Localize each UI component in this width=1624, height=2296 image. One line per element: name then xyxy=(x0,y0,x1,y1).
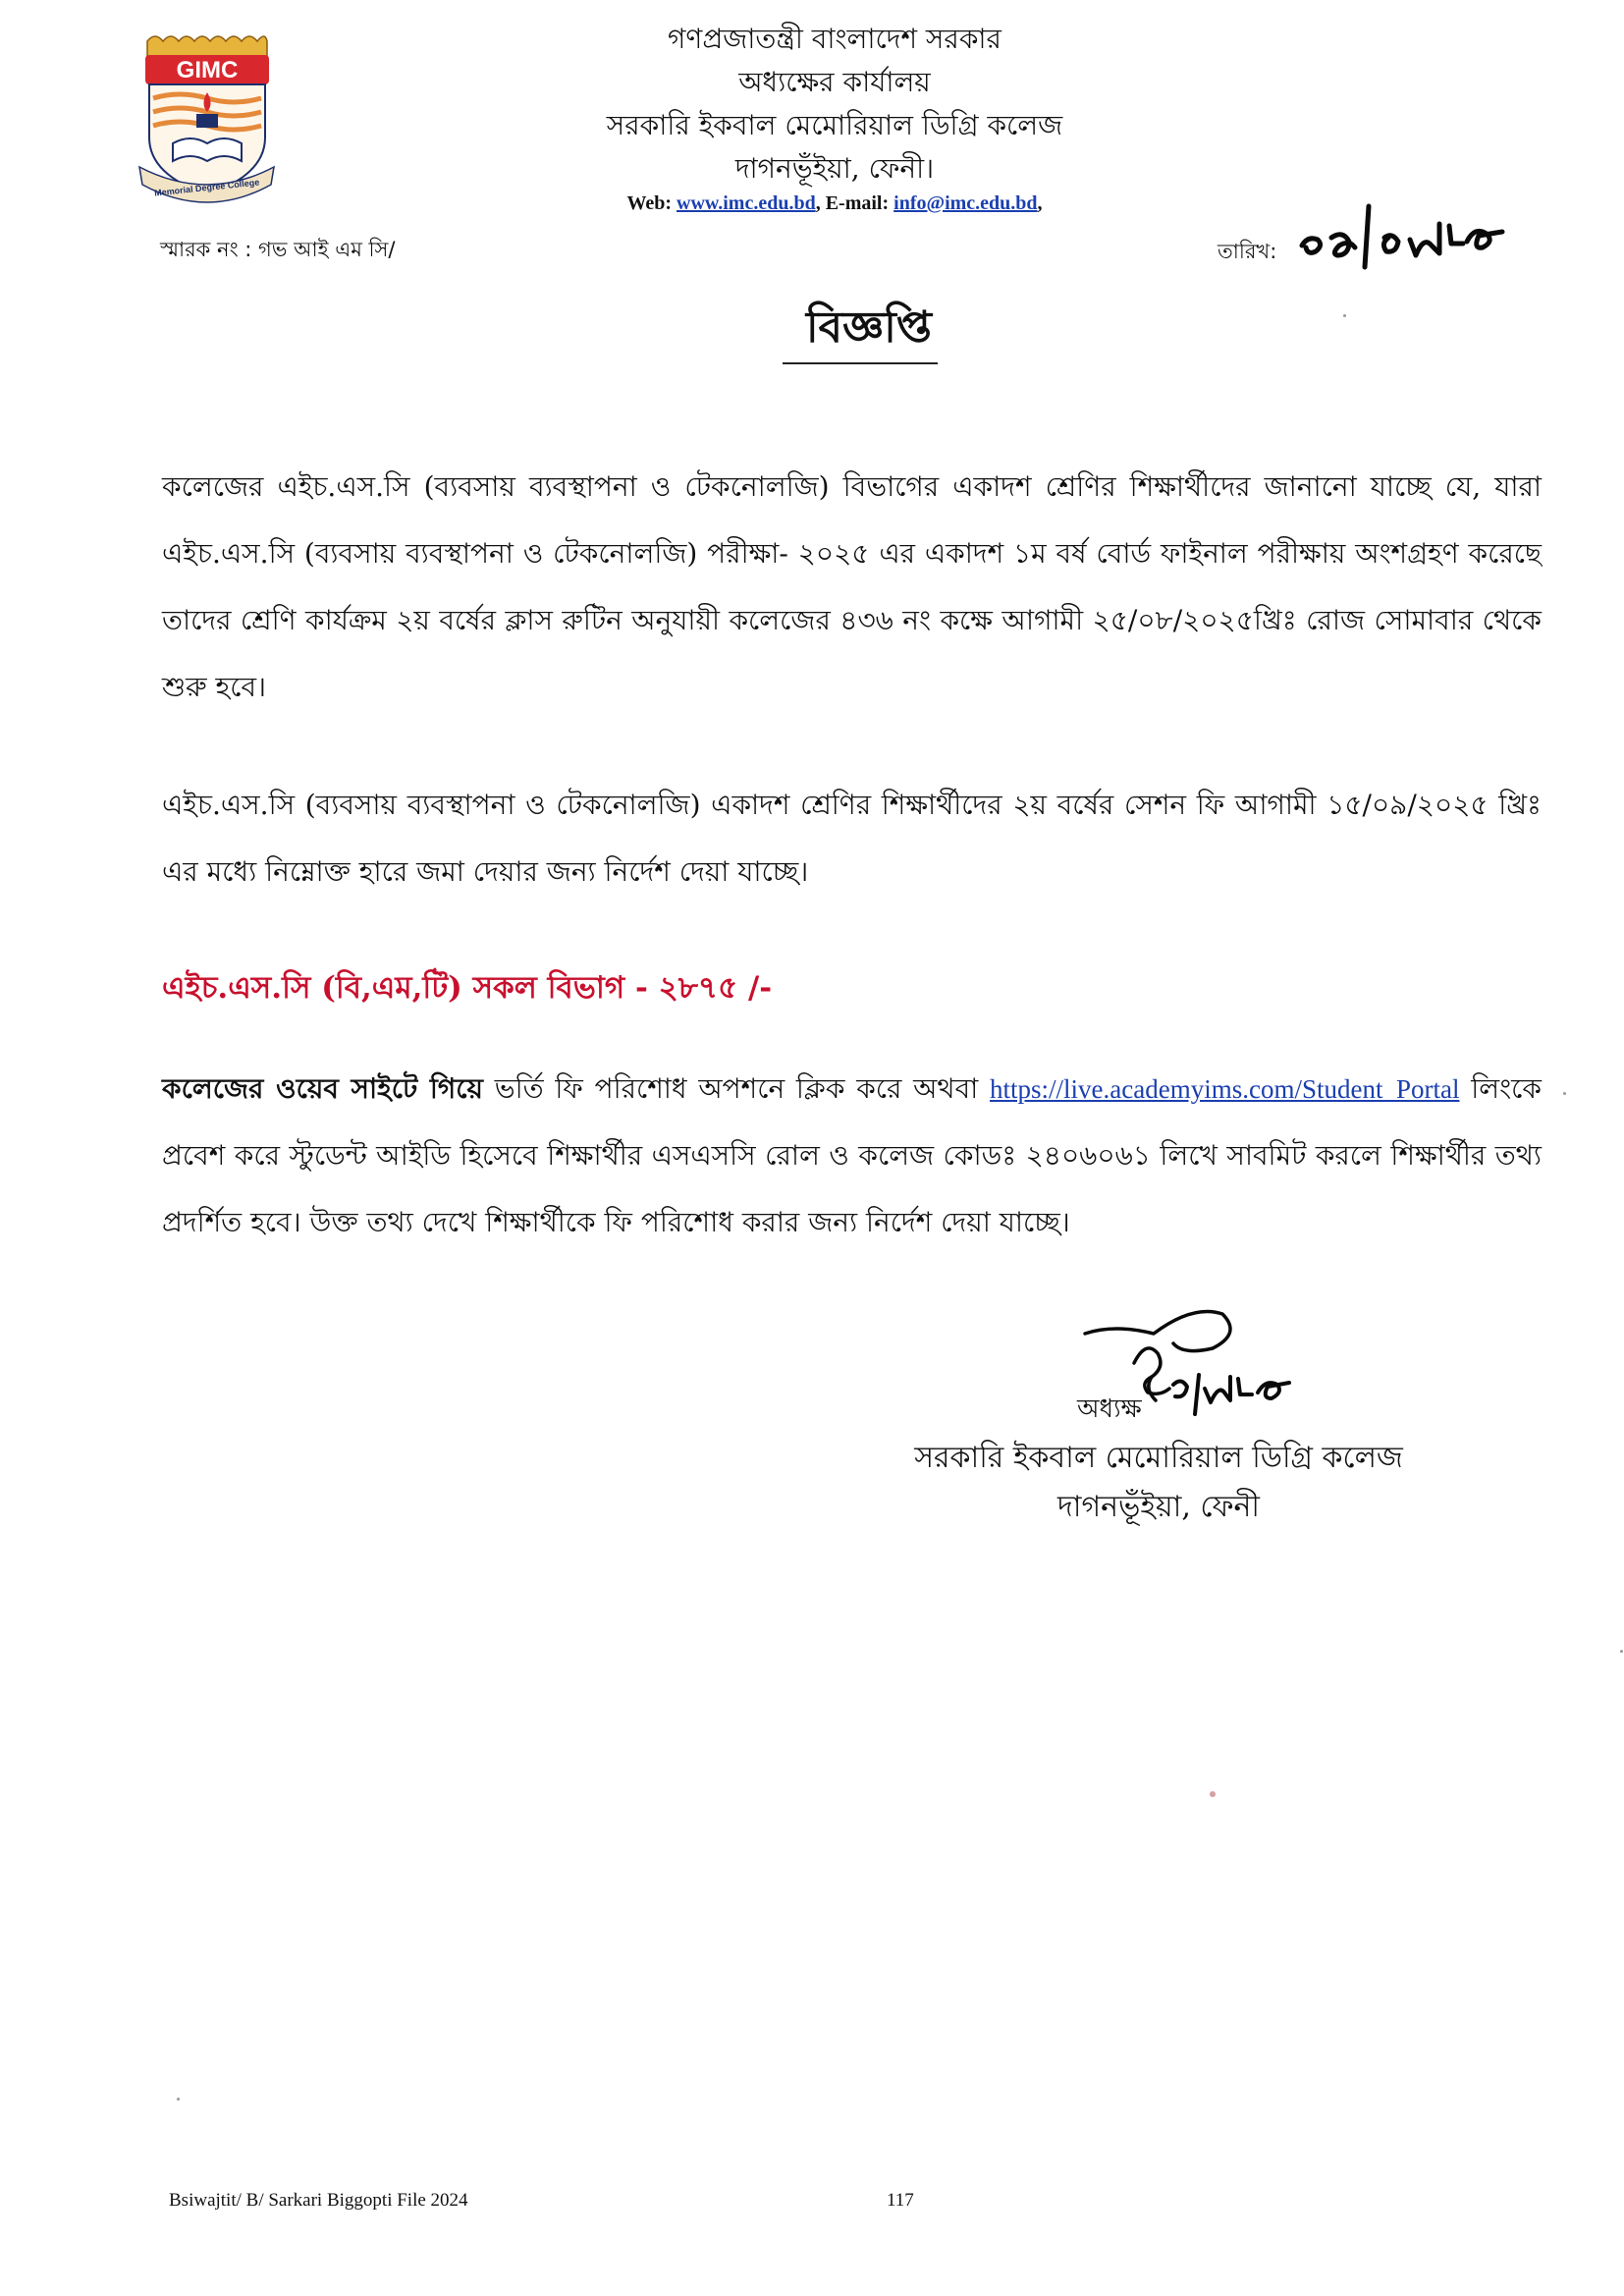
notice-paragraph-class-start: কলেজের এইচ.এস.সি (ব্যবসায় ব্যবস্থাপনা ও টেকনোলজি) বিভাগের একাদশ শ্রেণির শিক্ষার্থীদের জানানো যাচ্ছে যে, যারা এইচ.এস.সি (ব্যবসায় ব্যবস্থাপনা ও টেকনোলজি) পরীক্ষা- ২০২৫ এর একাদশ ১ম বর্ষ বোর্ড ফাইনাল পরীক্ষায় অংশগ্রহণ করেছে তাদের শ্রেণি কার্যক্রম ২য় বর্ষের ক্লাস রুটিন অনুযায়ী কলেজের ৪৩৬ নং কক্ষে আগামী ২৫/০৮/২০২৫খ্রিঃ রোজ সোমাবার থেকে শুরু হবে। xyxy=(162,470,1542,703)
scan-speck xyxy=(1620,1650,1623,1653)
college-logo xyxy=(135,27,278,204)
signature-location: দাগনভূঁইয়া, ফেনী xyxy=(1056,1490,1261,1524)
scan-speck xyxy=(177,2098,180,2101)
logo-text: GIMC xyxy=(176,57,239,83)
contact-separator: , xyxy=(815,192,821,214)
payment-text-1: ভর্তি ফি পরিশোধ অপশনে ক্লিক করে অথবা xyxy=(482,1072,991,1105)
website-link[interactable]: www.imc.edu.bd xyxy=(677,192,816,214)
student-portal-link[interactable]: https://live.academyims.com/Student_Portal xyxy=(990,1074,1460,1104)
page-number: 117 xyxy=(887,2190,914,2211)
header-line-college: সরকারি ইকবাল মেমোরিয়াল ডিগ্রি কলেজ xyxy=(606,109,1063,141)
signature-college-name: সরকারি ইকবাল মেমোরিয়াল ডিগ্রি কলেজ xyxy=(914,1441,1403,1475)
logo-crown xyxy=(147,36,267,57)
scan-speck xyxy=(1210,1791,1216,1797)
reference-number: স্মারক নং : গভ আই এম সি/ xyxy=(160,238,396,261)
scan-speck xyxy=(1563,1092,1566,1095)
scan-speck xyxy=(1343,314,1346,317)
logo-motto: Memorial Degree College xyxy=(153,177,260,198)
header-line-government: গণপ্রজাতন্ত্রী বাংলাদেশ সরকার xyxy=(668,23,1001,55)
handwritten-date xyxy=(1294,196,1515,275)
logo-lamp xyxy=(196,114,218,128)
email-label: E-mail: xyxy=(825,192,890,214)
contact-end: , xyxy=(1037,192,1043,214)
header-line-office: অধ্যক্ষের কার্যালয় xyxy=(738,66,931,98)
title-underline xyxy=(783,362,938,364)
contact-line xyxy=(550,192,1119,215)
letterhead xyxy=(550,18,1119,215)
web-label: Web: xyxy=(626,192,672,214)
notice-paragraph-session-fee: এইচ.এস.সি (ব্যবসায় ব্যবস্থাপনা ও টেকনোলজি) একাদশ শ্রেণির শিক্ষার্থীদের ২য় বর্ষের সেশন ফি আগামী ১৫/০৯/২০২৫ খ্রিঃ এর মধ্যে নিম্নোক্ত হারে জমা দেয়ার জন্য নির্দেশ দেয়া যাচ্ছে। xyxy=(162,789,1542,888)
signature-block xyxy=(903,1434,1414,1532)
date-label: তারিখ: xyxy=(1218,240,1277,263)
email-link[interactable]: info@imc.edu.bd xyxy=(893,192,1038,214)
payment-lead-text: কলেজের ওয়েব সাইটে গিয়ে xyxy=(162,1072,483,1105)
notice-paragraph-payment xyxy=(162,1056,1542,1256)
footer-file-reference: Bsiwajtit/ B/ Sarkari Biggopti File 2024 xyxy=(169,2190,468,2211)
header-line-location: দাগনভূঁইয়া, ফেনী। xyxy=(734,152,935,185)
principal-title: অধ্যক্ষ xyxy=(1077,1394,1142,1424)
fee-amount-line: এইচ.এস.সি (বি,এম,টি) সকল বিভাগ - ২৮৭৫ /- xyxy=(162,970,773,1006)
notice-title: বিজ্ঞপ্তি xyxy=(806,302,932,353)
payment-text-2: লিংকে প্রবেশ করে স্টুডেন্ট আইডি হিসেবে শিক্ষার্থীর এসএসসি রোল ও কলেজ কোডঃ ২৪০৬০৬১ লিখে সাবমিট করলে শিক্ষার্থীর তথ্য প্রদর্শিত হবে। উক্ত তথ্য দেখে শিক্ষার্থীকে ফি পরিশোধ করার জন্য নির্দেশ দেয়া যাচ্ছে। xyxy=(162,1072,1542,1238)
